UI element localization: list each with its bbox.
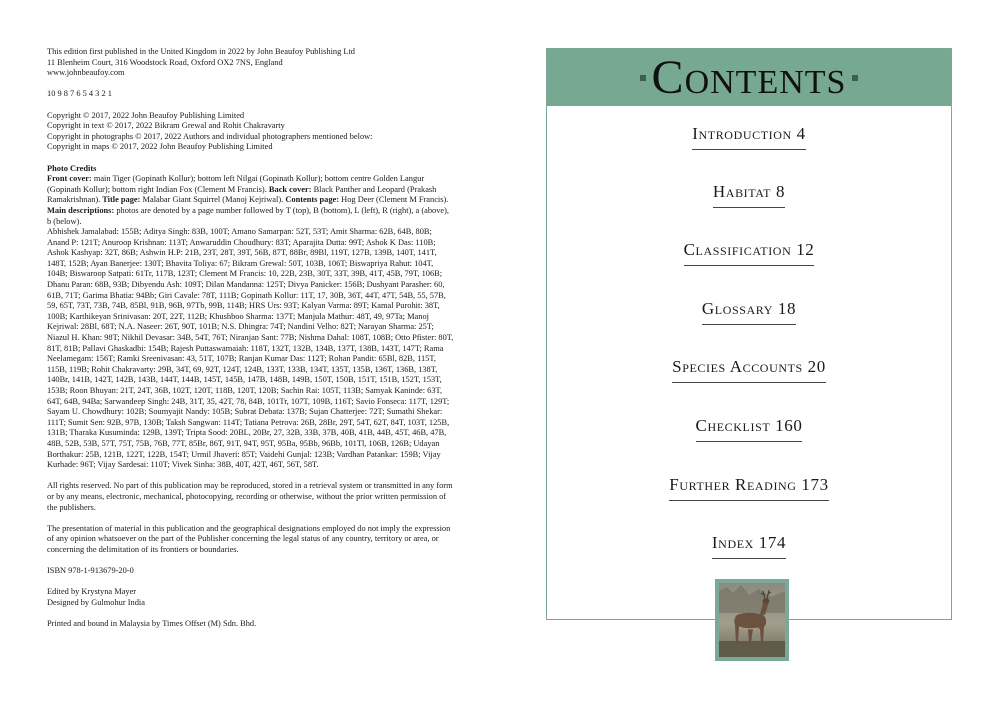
main-desc-label: Main descriptions:: [47, 205, 115, 215]
editor-credit: Edited by Krystyna Mayer: [47, 587, 137, 597]
toc-item-classification[interactable]: Classification 12: [547, 240, 951, 266]
front-cover-text: main Tiger (Gopinath Kollur); bottom left Nilgai (Gopinath Kollur); bottom centre Golden Langur (Gopinath Kollur); bottom right Indian Fox (Clement M Francis).: [47, 174, 425, 194]
toc-item-species-accounts[interactable]: Species Accounts 20: [547, 357, 951, 383]
contents-page-text: Hog Deer (Clement M Francis).: [339, 195, 449, 205]
back-cover-text: Black Panther and Leopard (Prakash Ramakrishnan).: [47, 184, 437, 205]
publisher-website: www.johnbeaufoy.com: [47, 68, 125, 78]
rights-notice: All rights reserved. No part of this publication may be reproduced, stored in a retrieval system or transmitted in any form or by any means, electronic, mechanical, photocopying, recording or otherwise, without the prior written permission of the publishers.: [47, 481, 453, 512]
title-page-label: Title page:: [100, 195, 141, 205]
isbn: ISBN 978-1-913679-20-0: [47, 566, 134, 576]
toc-item-habitat[interactable]: Habitat 8: [547, 182, 951, 208]
copyright-line: Copyright in maps © 2017, 2022 John Beaufoy Publishing Limited: [47, 142, 273, 152]
contents-title: Contents: [651, 50, 847, 104]
copyright-line: Copyright © 2017, 2022 John Beaufoy Publishing Limited: [47, 110, 245, 120]
imprint-page: [47, 47, 455, 630]
contents-banner: [547, 49, 951, 106]
contents-panel: [546, 48, 952, 620]
publisher-address: 11 Blenheim Court, 316 Woodstock Road, Oxford OX2 7NS, England: [47, 57, 283, 67]
copyright-line: Copyright in text © 2017, 2022 Bikram Grewal and Rohit Chakravarty: [47, 121, 285, 131]
credits-heading: Photo Credits: [47, 163, 97, 173]
designer-credit: Designed by Gulmohur India: [47, 597, 145, 607]
bullet-icon: [640, 75, 646, 81]
hog-deer-photo: [715, 579, 789, 661]
disclaimer: The presentation of material in this publication and the geographical designations employed do not imply the expression of any opinion whatsoever on the part of the Publisher concerning the legal status of any country, territory or area, or concerning the delimitation of its frontiers or boundaries.: [47, 523, 451, 554]
toc-item-index[interactable]: Index 174: [547, 533, 951, 559]
toc-item-glossary[interactable]: Glossary 18: [547, 299, 951, 325]
toc-item-further-reading[interactable]: Further Reading 173: [547, 475, 951, 501]
bullet-icon: [852, 75, 858, 81]
toc-item-checklist[interactable]: Checklist 160: [547, 416, 951, 442]
title-page-text: Malabar Giant Squirrel (Manoj Kejriwal).: [140, 195, 284, 205]
photographer-credits: Abhishek Jamalabad: 155B; Aditya Singh: 83B, 100T; Amano Samarpan: 52T, 53T; Amit Sharma: 62B, 64B, 80B; Anand P: 121T; Anuroop Krishnan: 113T; Anwaruddin Choudhury: 83T; Aparajita Dutta: 99T; Ashok K Das: 110B; Ashok Kashyap: 32T, 86B; Ashwin H.P: 21B, 23T, 28T, 39T, 56B, 87T, 88Br, 89Bl, 119T, 127B, 139B, 140T, 141T, 148T, 152B; Ayan Banerjee: 130T; Bhavita Toliya: 67; Bikram Grewal: 50T, 103B, 106T; Biswapriya Rahut: 104T, 104B; Biswaroop Satpati: 61Tr, 117B, 123T; Clement M Francis: 10, 22B, 23B, 30T, 33T, 39B, 41T, 45B, 79T, 106B; Dhanu Paran: 68B, 93B; Dibyendu Ash: 109T; Dilan Mandanna: 125T; Divya Panicker: 156B; Dushyant Parasher: 60, 61B, 71T; Garima Bhatia: 94Bb; Giri Cavale: 78T, 111B; Gopinath Kollur: 11T, 17, 30B, 36T, 44T, 47T, 54B, 55, 57B, 59, 65T, 73T, 73B, 74B, 85Bl, 91B, 96B, 97Tb, 99B, 114B; HRS Urs: 93T; Kalyan Varma: 89T; Kamal Purohit: 38T, 100B; Karthikeyan Srinivasan: 20T, 22T, 112B; Khushboo Sharma: 137T; Manjula Mathur: 48T, 49, 97Ta; Manoj Kejriwal: 28Bl, 68T; N.A. Naseer: 26T, 90T, 101B; N.S. Dhingra: 74T; Nandini Velho: 82T; Narayan Sharma: 25T; Niazul H. Khan: 98T; Nikhil Devasar: 34B, 54T, 76T; Niranjan Sant: 77B; Nishma Dahal: 108T, 108B; Otto Pfister: 80T, 81T, 81B; Pallavi Ghaskadbi: 154B; Rajesh Puttaswamaiah: 118T, 132T, 132B, 134B, 137T, 138B, 143T, 147T; Rama Neelamegam: 156T; Ramki Sreenivasan: 43, 51T, 107B; Ranjan Kumar Das: 112T; Rohan Pandit: 65Bl, 82B, 115T, 115B, 119B; Rohit Chakravarty: 29B, 34T, 69, 92T, 124T, 124B, 133T, 133B, 134T, 135T, 135B, 136T, 136B, 138T, 140Br, 141B, 142T, 142B, 143B, 144T, 144B, 145T, 145B, 147B, 148B, 149B, 150T, 150B, 151T, 151B, 152T, 153T, 153B; Roon Bhuyan: 21T, 24T, 36B, 102T, 120T, 118B, 120T, 120B; Sachin Rai: 105T, 113B; Samyak Kaninde: 63T, 64T, 64B, 94Ba; Sarwandeep Singh: 24B, 31T, 35, 42T, 78, 84B, 101Tr, 107T, 109B, 116T; Savio Fonseca: 117T, 129T; Sayam U. Chowdhury: 102B; Soumyajit Nandy: 105B; Subrat Debata: 137B; Sujan Chatterjee: 72T; Sumathi Shekar: 111T; Sumit Sen: 92B, 97B, 130B; Taksh Sangwan: 114T; Tatiana Petrova: 26B, 28Br, 29T, 54T, 62T, 84T, 103T, 125B, 131B; Tharaka Kusuminda: 129B, 139T; Tripta Sood: 20BL, 20Br, 27, 32B, 33B, 37B, 40B, 41B, 44B, 45T, 46B, 47B, 48B, 52B, 53B, 57T, 75T, 75B, 76B, 77T, 85Br, 86T, 91T, 94T, 95T, 95Ba, 95Bb, 96Bb, 101Tl, 106B, 126B; Udayan Borthakur: 25B, 121B, 122T, 122B, 154T; Urmil Jhaveri: 85T; Vaidehi Gunjal: 123B; Vardhan Patankar: 159B; Vijay Kurhade: 96T; Vijay Sardesai: 110T; Vivek Sinha: 38B, 40T, 42T, 46T, 56T, 58T.: [47, 227, 454, 470]
deer-image: [719, 583, 785, 657]
copyright-line: Copyright in photographs © 2017, 2022 Authors and individual photographers mentioned below:: [47, 131, 373, 141]
photo-credits: [47, 164, 455, 471]
publisher-line: This edition first published in the United Kingdom in 2022 by John Beaufoy Publishing Ltd: [47, 47, 355, 56]
contents-page-label: Contents page:: [285, 195, 340, 205]
print-numbers: 10 9 8 7 6 5 4 3 2 1: [47, 89, 112, 99]
front-cover-label: Front cover:: [47, 174, 92, 184]
main-desc-text: photos are denoted by a page number followed by T (top), B (bottom), L (left), R (right), a (above), b (below).: [47, 205, 449, 226]
back-cover-label: Back cover:: [268, 184, 312, 194]
printer-credit: Printed and bound in Malaysia by Times Offset (M) Sdn. Bhd.: [47, 619, 257, 629]
toc-item-introduction[interactable]: Introduction 4: [547, 124, 951, 150]
